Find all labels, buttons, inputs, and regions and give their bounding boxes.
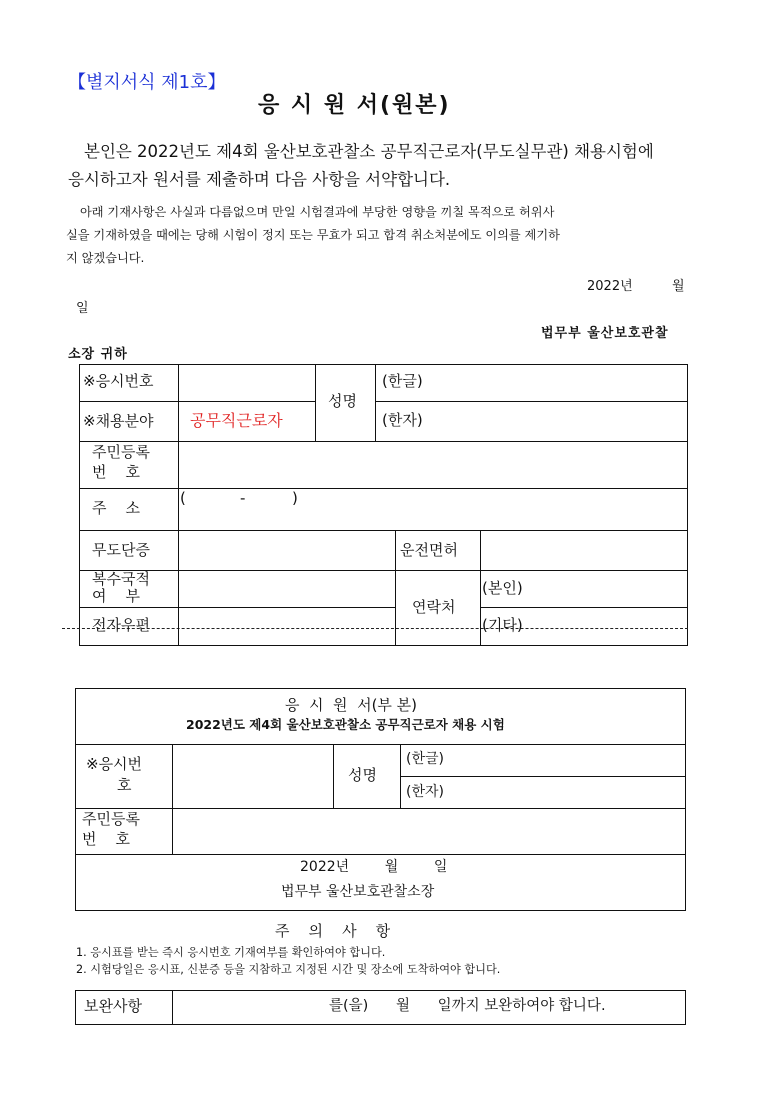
contact-label: 연락처 [412, 598, 456, 616]
email-label: 전자우편 [92, 616, 150, 634]
address-open-paren: ( [180, 489, 186, 507]
addressee: 소장 귀하 [68, 347, 128, 362]
notes-heading: 주 의 사 항 [275, 922, 391, 940]
pledge-line-3: 지 않겠습니다. [66, 251, 145, 265]
copy-exam-number-field[interactable] [176, 747, 330, 805]
supplement-label: 보완사항 [84, 997, 142, 1015]
copy-subtitle: 2022년도 제4회 울산보호관찰소 공무직근로자 채용 시험 [186, 717, 505, 732]
martial-cert-field[interactable] [182, 533, 392, 567]
date-year: 2022년 [587, 279, 633, 294]
contact-other-field[interactable]: (기타) [482, 616, 523, 634]
exam-number-label: ※응시번호 [83, 372, 154, 390]
address-label: 주 소 [92, 499, 141, 517]
name-hanja-field[interactable]: (한자) [382, 411, 423, 429]
dual-nationality-label-line2: 여 부 [92, 587, 141, 605]
rrn-field[interactable] [182, 444, 682, 484]
supplement-text[interactable]: 를(을) 월 일까지 보완하여야 합니다. [329, 998, 606, 1014]
intro-line-1: 본인은 2022년도 제4회 울산보호관찰소 공무직근로자(무도실무관) 채용시험에 [84, 142, 654, 161]
pledge-line-2: 실을 기재하였을 때에는 당해 시험이 정지 또는 무효가 되고 합격 취소처분에도 이의를 제기하 [66, 228, 560, 242]
copy-name-hanja-field[interactable]: (한자) [406, 784, 444, 800]
form-title: 응 시 원 서(원본) [258, 93, 451, 118]
date-month: 월 [672, 279, 685, 294]
copy-name-korean-field[interactable]: (한글) [406, 751, 444, 767]
martial-cert-label: 무도단증 [92, 541, 150, 559]
note-item-2: 2. 시험당일은 응시표, 신분증 등을 지참하고 지정된 시간 및 장소에 도착하여야 합니다. [76, 963, 501, 976]
copy-rrn-field[interactable] [176, 811, 681, 851]
field-value[interactable]: 공무직근로자 [190, 411, 283, 430]
rrn-label-line1: 주민등록 [92, 443, 150, 461]
agency-name: 법무부 울산보호관찰 [541, 326, 669, 341]
contact-self-field[interactable]: (본인) [482, 579, 523, 597]
license-label: 운전면허 [400, 541, 458, 559]
copy-date: 2022년 월 일 [300, 859, 448, 875]
pledge-line-1: 아래 기재사항은 사실과 다름없으며 만일 시험결과에 부당한 영향을 끼칠 목적으로 허위사 [80, 205, 555, 219]
dual-nationality-label-line1: 복수국적 [92, 570, 150, 588]
copy-agency: 법무부 울산보호관찰소장 [281, 884, 435, 900]
copy-title: 응 시 원 서(부 본) [285, 696, 418, 714]
field-label: ※채용분야 [83, 412, 154, 430]
rrn-label-line2: 번 호 [92, 463, 141, 481]
copy-rrn-label-line1: 주민등록 [82, 810, 140, 828]
copy-rrn-label-line2: 번 호 [82, 830, 131, 848]
form-tag: 【별지서식 제1호】 [68, 72, 226, 93]
intro-line-2: 응시하고자 원서를 제출하며 다음 사항을 서약합니다. [68, 170, 451, 189]
copy-exam-number-label-line1: ※응시번 [86, 755, 143, 773]
name-label: 성명 [328, 392, 357, 410]
date-day: 일 [76, 301, 89, 316]
address-close-paren: ) [292, 489, 298, 507]
copy-name-label: 성명 [348, 766, 377, 784]
license-field[interactable] [484, 533, 684, 567]
name-korean-field[interactable]: (한글) [382, 372, 423, 390]
note-item-1: 1. 응시표를 받는 즉시 응시번호 기재여부를 확인하여야 합니다. [76, 946, 386, 959]
copy-exam-number-label-line2: 호 [117, 776, 132, 794]
exam-number-value[interactable] [182, 366, 312, 399]
address-dash: - [240, 489, 246, 507]
